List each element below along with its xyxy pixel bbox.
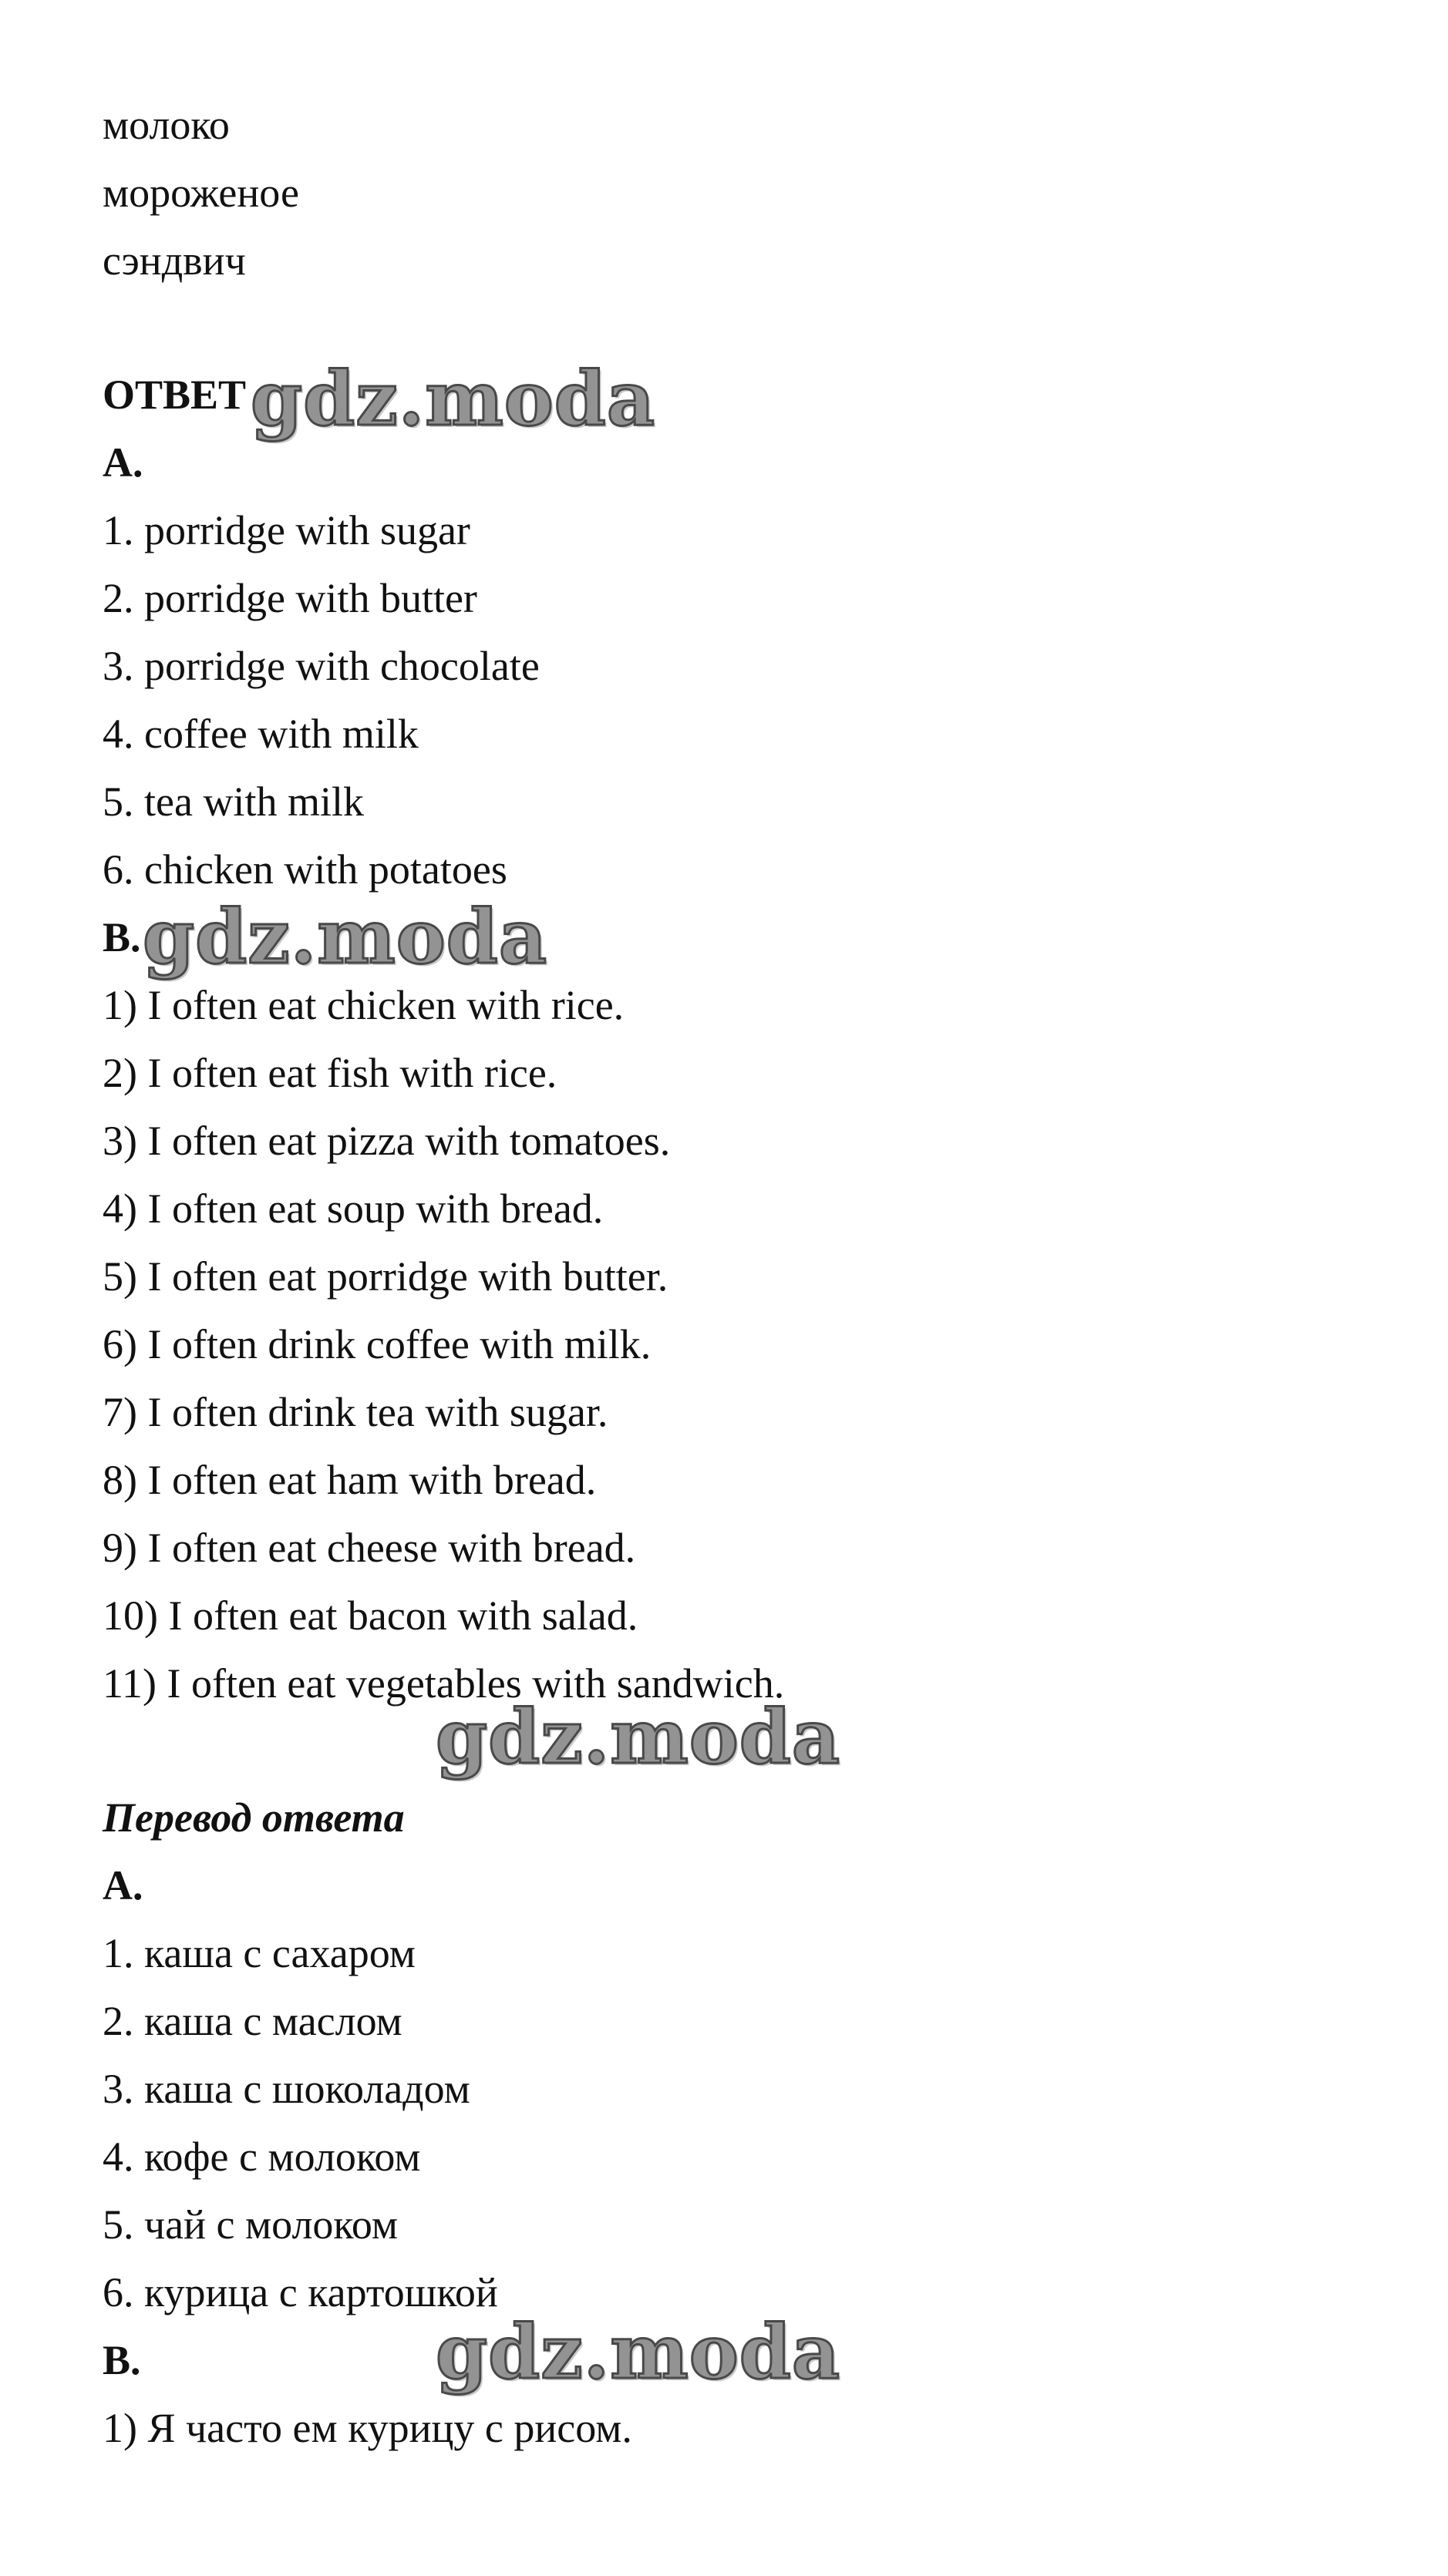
list-item: 6) I often drink coffee with milk. bbox=[103, 1321, 652, 1367]
list-item: 1. каша с сахаром bbox=[103, 1930, 416, 1976]
list-item: 2. каша с маслом bbox=[103, 1998, 402, 2044]
list-item: 6. курица с картошкой bbox=[103, 2269, 498, 2315]
list-item: 1) Я часто ем курицу с рисом. bbox=[103, 2405, 632, 2451]
list-item: 3. porridge with chocolate bbox=[103, 643, 540, 689]
list-item: 3. каша с шоколадом bbox=[103, 2066, 470, 2112]
list-item: 7) I often drink tea with sugar. bbox=[103, 1389, 608, 1435]
list-item: 8) I often eat ham with bread. bbox=[103, 1457, 597, 1503]
watermark: gdz.moda bbox=[436, 1693, 841, 1781]
watermark: gdz.moda bbox=[436, 2309, 841, 2396]
intro-word: мороженое bbox=[103, 170, 299, 216]
translation-section-b-label: B. bbox=[103, 2337, 141, 2383]
list-item: 10) I often eat bacon with salad. bbox=[103, 1592, 638, 1639]
watermark: gdz.moda bbox=[251, 355, 656, 442]
intro-word: сэндвич bbox=[103, 237, 246, 284]
answer-section-b-label: B. bbox=[103, 914, 141, 960]
list-item: 9) I often eat cheese with bread. bbox=[103, 1525, 636, 1571]
list-item: 4. coffee with milk bbox=[103, 711, 419, 757]
list-item: 1. porridge with sugar bbox=[103, 507, 470, 553]
list-item: 5. чай с молоком bbox=[103, 2201, 399, 2248]
list-item: 2) I often eat fish with rice. bbox=[103, 1050, 557, 1096]
list-item: 5. tea with milk bbox=[103, 779, 364, 825]
list-item: 4) I often eat soup with bread. bbox=[103, 1185, 604, 1232]
list-item: 5) I often eat porridge with butter. bbox=[103, 1253, 668, 1300]
list-item: 2. porridge with butter bbox=[103, 575, 477, 621]
list-item: 6. chicken with potatoes bbox=[103, 846, 507, 893]
translation-heading: Перевод ответа bbox=[103, 1794, 405, 1841]
answer-section-a-label: A. bbox=[103, 439, 143, 486]
translation-section-a-label: A. bbox=[103, 1862, 143, 1908]
list-item: 11) I often eat vegetables with sandwich. bbox=[103, 1660, 785, 1707]
intro-word: молоко bbox=[103, 102, 230, 148]
list-item: 3) I often eat pizza with tomatoes. bbox=[103, 1118, 671, 1164]
watermark: gdz.moda bbox=[143, 893, 548, 980]
answer-heading: ОТВЕТ bbox=[103, 372, 247, 418]
list-item: 4. кофе с молоком bbox=[103, 2134, 421, 2180]
list-item: 1) I often eat chicken with rice. bbox=[103, 982, 625, 1028]
